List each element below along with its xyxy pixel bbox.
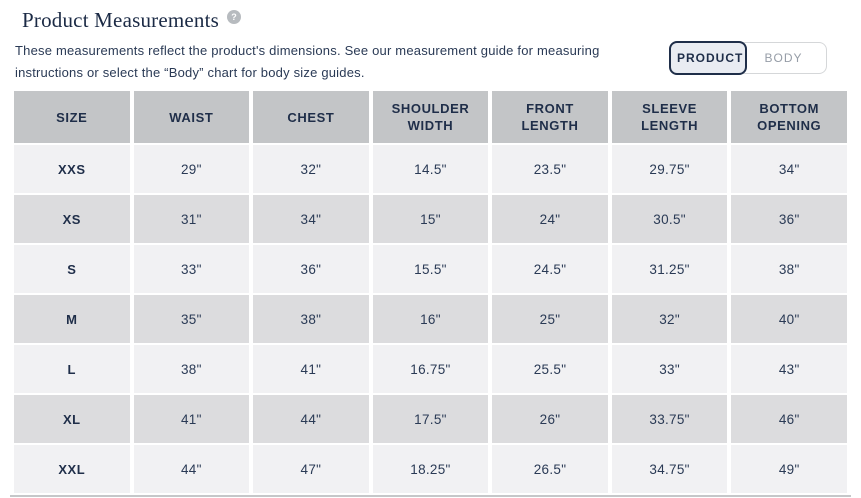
measurement-cell: 14.5" xyxy=(373,145,489,193)
measurements-table xyxy=(10,89,851,497)
measurement-cell: 49" xyxy=(731,445,847,493)
chart-type-toggle xyxy=(669,41,827,75)
measurement-cell: 33" xyxy=(134,245,250,293)
column-header: SLEEVE LENGTH xyxy=(612,91,728,143)
column-header: SIZE xyxy=(14,91,130,143)
measurement-cell: 35" xyxy=(134,295,250,343)
size-cell: L xyxy=(14,345,130,393)
measurement-cell: 15.5" xyxy=(373,245,489,293)
table-row xyxy=(14,195,847,243)
measurement-cell: 47" xyxy=(253,445,369,493)
measurement-cell: 26" xyxy=(492,395,608,443)
measurement-cell: 16" xyxy=(373,295,489,343)
table-row xyxy=(14,245,847,293)
size-cell: XXL xyxy=(14,445,130,493)
measurement-cell: 33.75" xyxy=(612,395,728,443)
description-line-2: instructions or select the “Body” chart for body size guides. xyxy=(15,65,365,80)
measurement-cell: 24.5" xyxy=(492,245,608,293)
measurement-cell: 25.5" xyxy=(492,345,608,393)
body-toggle-button[interactable]: BODY xyxy=(741,42,827,74)
measurement-cell: 17.5" xyxy=(373,395,489,443)
measurement-cell: 29" xyxy=(134,145,250,193)
column-header: SHOULDER WIDTH xyxy=(373,91,489,143)
measurement-cell: 15" xyxy=(373,195,489,243)
measurement-cell: 41" xyxy=(134,395,250,443)
measurement-cell: 44" xyxy=(134,445,250,493)
size-cell: S xyxy=(14,245,130,293)
measurement-cell: 34" xyxy=(253,195,369,243)
measurement-cell: 25" xyxy=(492,295,608,343)
measurement-cell: 33" xyxy=(612,345,728,393)
product-toggle-button[interactable]: PRODUCT xyxy=(669,41,747,75)
measurement-cell: 44" xyxy=(253,395,369,443)
column-header: WAIST xyxy=(134,91,250,143)
measurement-cell: 40" xyxy=(731,295,847,343)
measurement-cell: 36" xyxy=(253,245,369,293)
description-line-1: These measurements reflect the product's dimensions. See our measurement guide for measuring xyxy=(15,43,600,58)
measurement-cell: 18.25" xyxy=(373,445,489,493)
column-header: FRONT LENGTH xyxy=(492,91,608,143)
column-header: BOTTOM OPENING xyxy=(731,91,847,143)
measurement-cell: 34" xyxy=(731,145,847,193)
info-icon[interactable]: ? xyxy=(227,10,241,24)
size-cell: XXS xyxy=(14,145,130,193)
table-row xyxy=(14,445,847,493)
measurement-cell: 16.75" xyxy=(373,345,489,393)
measurement-cell: 32" xyxy=(612,295,728,343)
size-cell: XS xyxy=(14,195,130,243)
page-title: Product Measurements xyxy=(22,8,220,32)
measurement-cell: 26.5" xyxy=(492,445,608,493)
table-header-row xyxy=(14,91,847,143)
measurement-cell: 24" xyxy=(492,195,608,243)
size-cell: XL xyxy=(14,395,130,443)
measurement-cell: 34.75" xyxy=(612,445,728,493)
measurement-cell: 41" xyxy=(253,345,369,393)
column-header: CHEST xyxy=(253,91,369,143)
measurement-cell: 32" xyxy=(253,145,369,193)
measurement-cell: 46" xyxy=(731,395,847,443)
measurement-cell: 31.25" xyxy=(612,245,728,293)
measurement-cell: 23.5" xyxy=(492,145,608,193)
measurement-cell: 38" xyxy=(134,345,250,393)
table-row xyxy=(14,295,847,343)
measurement-cell: 38" xyxy=(253,295,369,343)
measurement-cell: 36" xyxy=(731,195,847,243)
size-cell: M xyxy=(14,295,130,343)
measurement-cell: 43" xyxy=(731,345,847,393)
measurement-cell: 30.5" xyxy=(612,195,728,243)
measurement-cell: 31" xyxy=(134,195,250,243)
measurement-cell: 29.75" xyxy=(612,145,728,193)
table-row xyxy=(14,395,847,443)
measurement-cell: 38" xyxy=(731,245,847,293)
table-row xyxy=(14,345,847,393)
table-row xyxy=(14,145,847,193)
